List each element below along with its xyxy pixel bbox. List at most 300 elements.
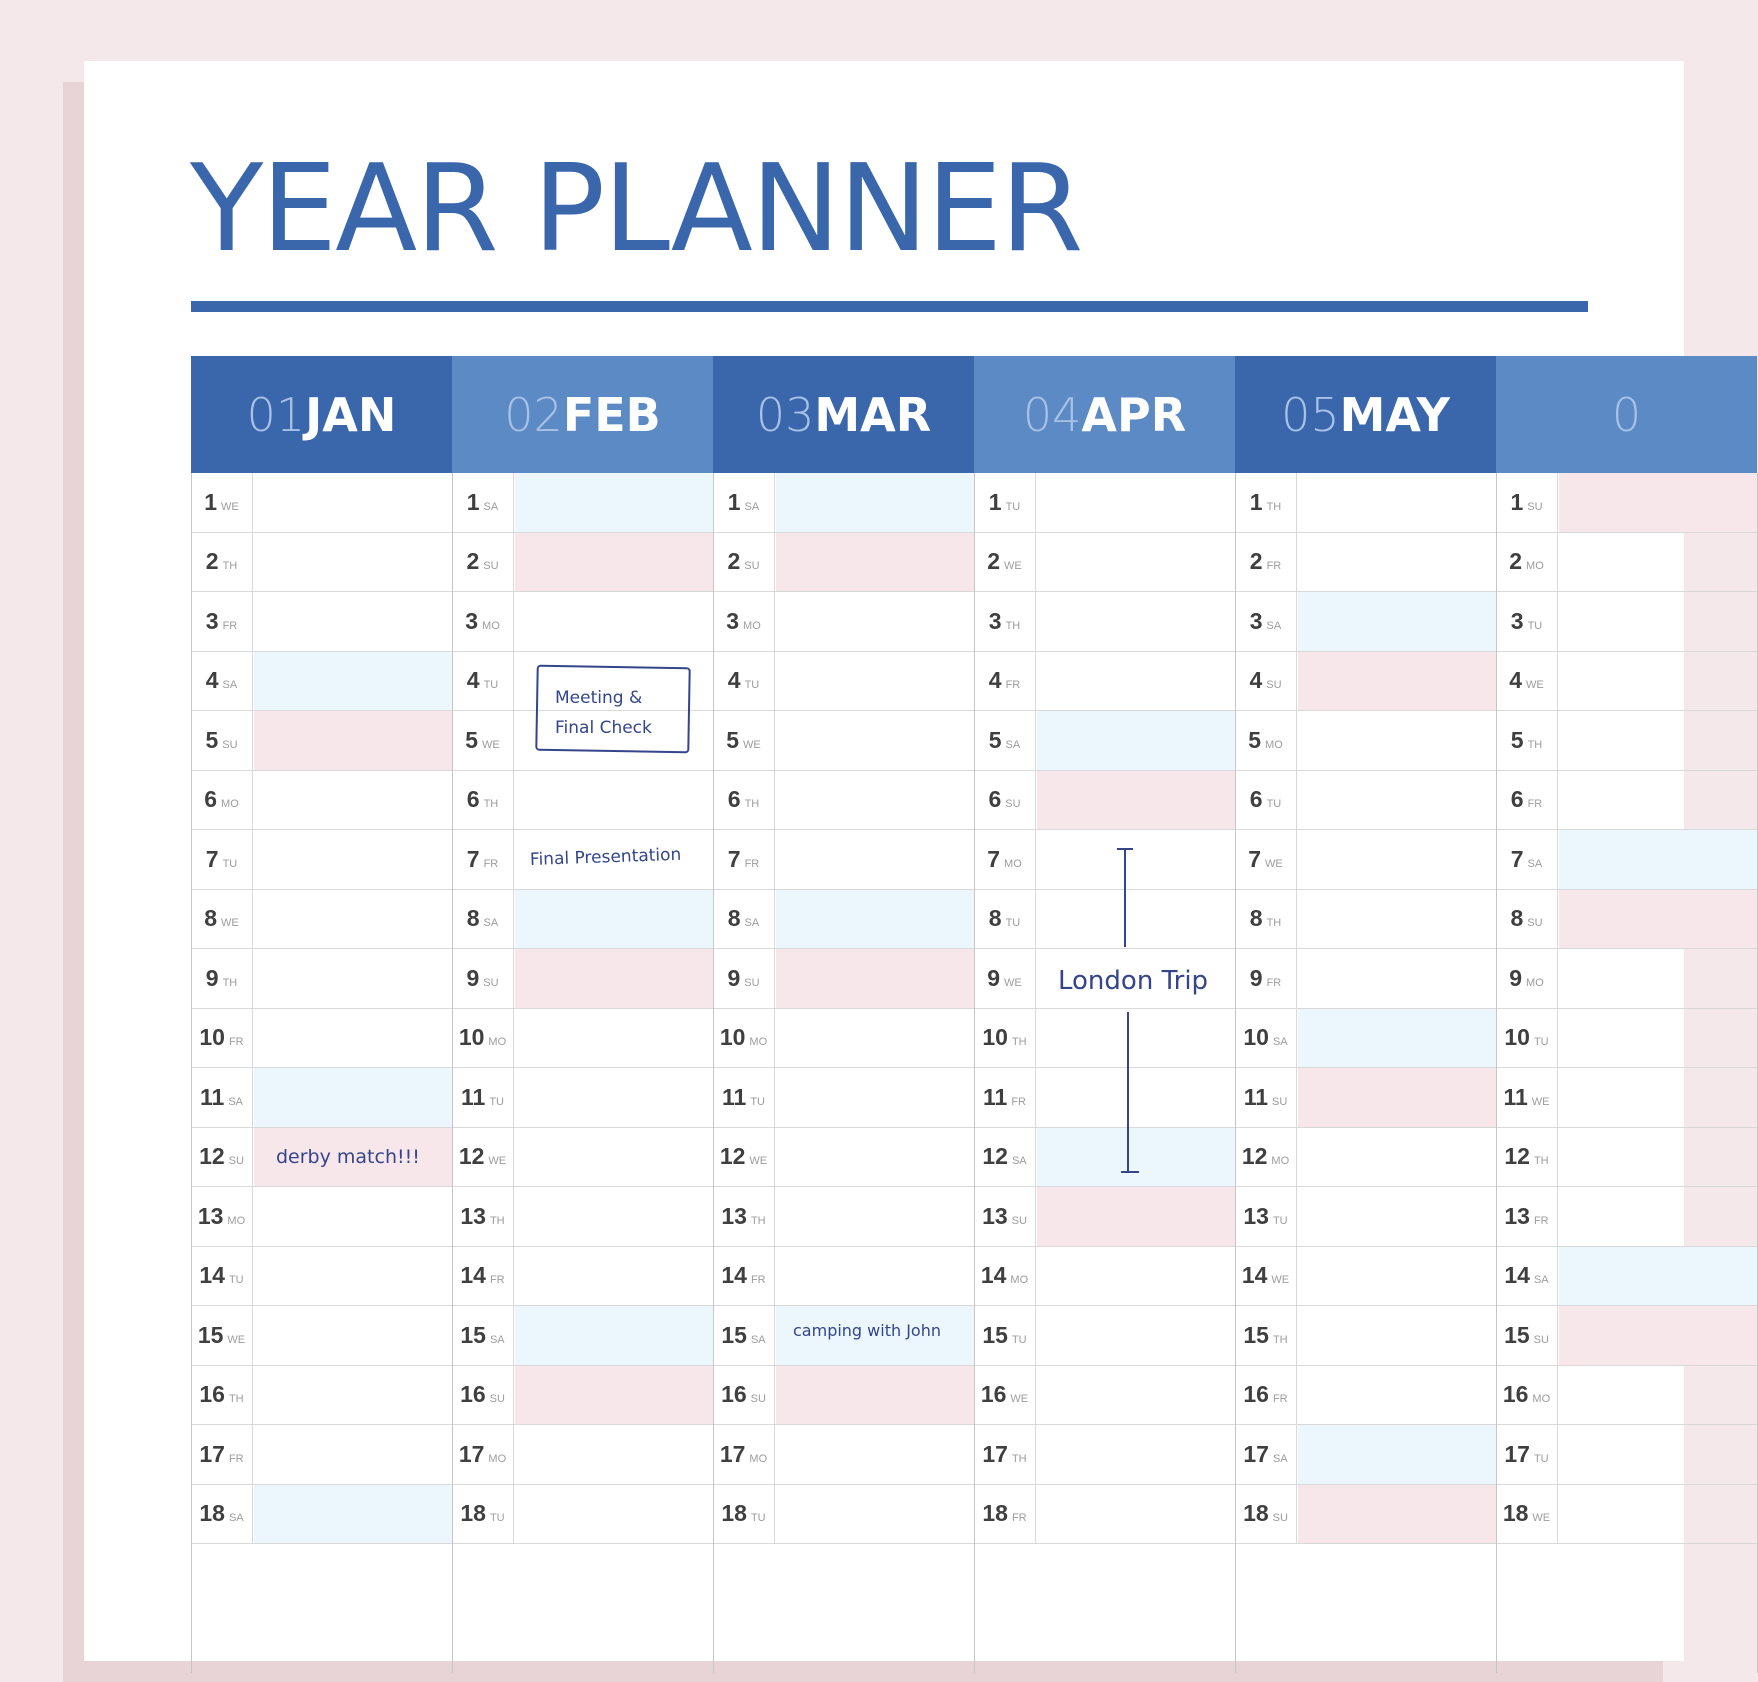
day-row <box>1235 652 1496 712</box>
day-number: 8 <box>1510 905 1524 932</box>
day-number: 12 <box>982 1143 1008 1170</box>
day-row <box>1496 1485 1757 1545</box>
day-number: 16 <box>721 1381 747 1408</box>
day-cell[interactable] <box>1559 1425 1757 1484</box>
day-label <box>713 1485 775 1544</box>
day-label <box>191 1425 253 1484</box>
day-cell[interactable] <box>1559 1068 1757 1127</box>
day-row <box>452 1366 713 1426</box>
day-row <box>452 1306 713 1366</box>
day-number: 5 <box>1248 726 1262 753</box>
day-label <box>1496 1187 1558 1246</box>
day-number: 8 <box>204 905 218 932</box>
page-title: YEAR PLANNER <box>190 140 1082 279</box>
weekday-abbrev: FR <box>222 619 238 632</box>
day-row <box>452 1009 713 1069</box>
day-cell[interactable] <box>254 711 452 770</box>
day-cell[interactable] <box>776 533 974 592</box>
day-number: 1 <box>466 488 480 515</box>
day-cell[interactable] <box>776 592 974 651</box>
day-label <box>1496 533 1558 592</box>
weekday-abbrev: TU <box>228 1274 244 1287</box>
day-row <box>713 771 974 831</box>
day-cell[interactable] <box>1037 711 1235 770</box>
day-row <box>452 592 713 652</box>
day-label <box>974 1306 1036 1365</box>
day-cell[interactable] <box>1559 830 1757 889</box>
day-row <box>191 533 452 593</box>
day-cell[interactable] <box>515 1306 713 1365</box>
day-label <box>1235 1009 1297 1068</box>
day-cell[interactable] <box>1037 1068 1235 1127</box>
weekday-abbrev: TH <box>1266 500 1282 513</box>
day-label <box>191 652 253 711</box>
weekday-abbrev: MO <box>1004 857 1022 870</box>
weekday-abbrev: SU <box>1272 1512 1288 1525</box>
day-cell[interactable] <box>1037 830 1235 889</box>
weekday-abbrev: TH <box>483 798 499 811</box>
weekday-abbrev: FR <box>744 857 760 870</box>
day-cell[interactable] <box>1037 1187 1235 1246</box>
day-cell[interactable] <box>254 652 452 711</box>
weekday-abbrev: TU <box>1533 1452 1549 1465</box>
day-cell[interactable] <box>1559 949 1757 1008</box>
day-label <box>1496 592 1558 651</box>
weekday-abbrev: MO <box>1271 1155 1290 1168</box>
month-header <box>1235 356 1496 473</box>
day-cell[interactable] <box>776 1187 974 1246</box>
day-cell[interactable] <box>1037 652 1235 711</box>
day-cell[interactable] <box>1559 771 1757 830</box>
day-cell[interactable] <box>776 473 974 532</box>
day-label <box>191 1485 253 1544</box>
weekday-abbrev: SU <box>1527 500 1543 513</box>
column-divider <box>1235 473 1236 1673</box>
day-row <box>191 711 452 771</box>
day-number: 9 <box>466 964 480 991</box>
column-divider <box>713 473 714 1673</box>
day-cell[interactable] <box>254 1247 452 1306</box>
day-row <box>974 771 1235 831</box>
day-cell[interactable] <box>515 533 713 592</box>
note-final-presentation: Final Presentation <box>529 844 682 870</box>
day-cell[interactable] <box>1298 1009 1496 1068</box>
day-number: 10 <box>1243 1024 1269 1051</box>
day-number: 4 <box>1249 667 1263 694</box>
weekday-abbrev: MO <box>221 798 239 811</box>
day-cell[interactable] <box>776 1128 974 1187</box>
day-cell[interactable] <box>1298 473 1496 532</box>
day-label <box>1235 830 1297 889</box>
weekday-abbrev: SA <box>228 1095 243 1108</box>
day-label <box>1235 949 1297 1008</box>
day-cell[interactable] <box>1037 473 1235 532</box>
day-cell[interactable] <box>515 1485 713 1544</box>
day-cell[interactable] <box>776 771 974 830</box>
day-row <box>191 1425 452 1485</box>
day-label <box>713 1247 775 1306</box>
day-cell[interactable] <box>1298 1068 1496 1127</box>
day-cell[interactable] <box>254 771 452 830</box>
day-number: 14 <box>1504 1262 1530 1289</box>
day-cell[interactable] <box>1559 1009 1757 1068</box>
day-cell[interactable] <box>1559 592 1757 651</box>
day-label <box>1235 890 1297 949</box>
day-cell[interactable] <box>254 1187 452 1246</box>
day-row <box>713 1485 974 1545</box>
day-cell[interactable] <box>1559 533 1757 592</box>
day-row <box>974 592 1235 652</box>
weekday-abbrev: WE <box>482 738 500 751</box>
day-cell[interactable] <box>776 830 974 889</box>
day-row <box>452 1128 713 1188</box>
day-cell[interactable] <box>1559 1247 1757 1306</box>
day-cell[interactable] <box>1298 1485 1496 1544</box>
day-number: 1 <box>727 488 741 515</box>
weekday-abbrev: TH <box>1011 1036 1027 1049</box>
day-number: 18 <box>199 1500 225 1527</box>
day-label <box>452 1485 514 1544</box>
day-row <box>713 473 974 533</box>
calendar-grid <box>191 356 1642 1588</box>
day-label <box>191 771 253 830</box>
day-number: 3 <box>465 607 479 634</box>
title-underline <box>191 301 1588 312</box>
day-cell[interactable] <box>254 1366 452 1425</box>
day-row <box>1235 473 1496 533</box>
day-cell[interactable] <box>1037 592 1235 651</box>
day-cell[interactable] <box>515 592 713 651</box>
day-cell[interactable] <box>1037 1306 1235 1365</box>
day-number: 6 <box>466 786 480 813</box>
day-label <box>1235 592 1297 651</box>
day-cell[interactable] <box>1298 711 1496 770</box>
day-label <box>1496 771 1558 830</box>
day-cell[interactable] <box>776 1485 974 1544</box>
day-number: 2 <box>1249 548 1263 575</box>
day-number: 1 <box>988 488 1002 515</box>
day-label <box>452 1425 514 1484</box>
column-divider <box>452 473 453 1673</box>
day-number: 2 <box>727 548 741 575</box>
day-number: 16 <box>1243 1381 1269 1408</box>
day-cell[interactable] <box>1037 1247 1235 1306</box>
day-row <box>974 1128 1235 1188</box>
day-cell[interactable] <box>1298 533 1496 592</box>
day-number: 15 <box>982 1321 1008 1348</box>
day-row <box>713 1068 974 1128</box>
day-cell[interactable] <box>254 1068 452 1127</box>
weekday-abbrev: FR <box>1533 1214 1549 1227</box>
day-cell[interactable] <box>1298 830 1496 889</box>
weekday-abbrev: SU <box>483 560 499 573</box>
weekday-abbrev: SA <box>483 500 499 513</box>
month-number: 04 <box>1022 387 1082 442</box>
day-label <box>713 1009 775 1068</box>
day-row <box>974 652 1235 712</box>
day-label <box>1496 890 1558 949</box>
day-cell[interactable] <box>515 890 713 949</box>
day-cell[interactable] <box>1559 1128 1757 1187</box>
trip-bracket-bottom-cap <box>1121 1171 1139 1173</box>
day-cell[interactable] <box>1298 652 1496 711</box>
weekday-abbrev: WE <box>221 917 239 930</box>
day-cell[interactable] <box>254 949 452 1008</box>
day-number: 13 <box>721 1202 747 1229</box>
column-divider <box>974 473 975 1673</box>
day-number: 11 <box>722 1083 747 1110</box>
day-cell[interactable] <box>254 1485 452 1544</box>
weekday-abbrev: TU <box>750 1095 765 1108</box>
weekday-abbrev: FR <box>228 1036 244 1049</box>
day-cell[interactable] <box>1559 652 1757 711</box>
weekday-abbrev: FR <box>1272 1393 1288 1406</box>
day-number: 4 <box>988 667 1002 694</box>
weekday-abbrev: WE <box>743 738 761 751</box>
day-cell[interactable] <box>254 1425 452 1484</box>
day-cell[interactable] <box>515 949 713 1008</box>
day-cell[interactable] <box>1559 1485 1757 1544</box>
day-cell[interactable] <box>1037 1009 1235 1068</box>
day-row <box>974 1247 1235 1307</box>
month-header <box>1496 356 1757 473</box>
day-label <box>1235 771 1297 830</box>
day-row <box>191 1306 452 1366</box>
weekday-abbrev: SU <box>1527 917 1543 930</box>
day-label <box>191 1366 253 1425</box>
day-cell[interactable] <box>254 1009 452 1068</box>
weekday-abbrev: SA <box>1533 1274 1549 1287</box>
weekday-abbrev: WE <box>1271 1274 1290 1287</box>
day-label <box>191 949 253 1008</box>
day-row <box>1235 830 1496 890</box>
weekday-abbrev: SA <box>483 917 499 930</box>
weekday-abbrev: TH <box>750 1214 766 1227</box>
month-name: APR <box>1081 387 1187 442</box>
day-cell[interactable] <box>1298 1187 1496 1246</box>
day-cell[interactable] <box>254 1306 452 1365</box>
day-number: 18 <box>460 1500 486 1527</box>
day-cell[interactable] <box>515 1009 713 1068</box>
trip-bracket-lower-line <box>1127 1012 1129 1172</box>
day-row <box>713 1247 974 1307</box>
weekday-abbrev: SA <box>1527 857 1543 870</box>
month-header <box>974 356 1235 473</box>
day-row <box>974 1485 1235 1545</box>
day-row <box>713 533 974 593</box>
day-cell[interactable] <box>776 711 974 770</box>
day-row <box>1496 711 1757 771</box>
day-row <box>1496 592 1757 652</box>
weekday-abbrev: MO <box>1532 1393 1551 1406</box>
day-cell[interactable] <box>1298 1128 1496 1187</box>
day-cell[interactable] <box>776 1425 974 1484</box>
day-number: 10 <box>982 1024 1008 1051</box>
weekday-abbrev: TH <box>1266 917 1282 930</box>
day-cell[interactable] <box>1298 1366 1496 1425</box>
day-row <box>974 1187 1235 1247</box>
day-label <box>452 1306 514 1365</box>
day-cell[interactable] <box>1037 1366 1235 1425</box>
day-row <box>1235 1485 1496 1545</box>
weekday-abbrev: TU <box>489 1512 505 1525</box>
day-row <box>974 1009 1235 1069</box>
weekday-abbrev: TH <box>1533 1155 1549 1168</box>
weekday-abbrev: TH <box>489 1214 505 1227</box>
day-cell[interactable] <box>1559 1306 1757 1365</box>
day-cell[interactable] <box>1037 771 1235 830</box>
day-number: 14 <box>721 1262 747 1289</box>
day-cell[interactable] <box>515 771 713 830</box>
day-cell[interactable] <box>1298 1247 1496 1306</box>
weekday-abbrev: TH <box>1005 619 1021 632</box>
day-number: 11 <box>199 1083 225 1110</box>
day-row <box>191 1009 452 1069</box>
day-cell[interactable] <box>1298 890 1496 949</box>
day-label <box>452 771 514 830</box>
day-cell[interactable] <box>1298 949 1496 1008</box>
day-row <box>974 1068 1235 1128</box>
day-number: 6 <box>1510 786 1524 813</box>
weekday-abbrev: SA <box>1266 619 1282 632</box>
note-meeting-line2: Final Check <box>555 718 652 738</box>
day-row <box>974 533 1235 593</box>
day-cell[interactable] <box>515 1366 713 1425</box>
day-row <box>713 711 974 771</box>
day-cell[interactable] <box>1559 1187 1757 1246</box>
day-number: 15 <box>197 1321 224 1348</box>
day-number: 9 <box>987 964 1001 991</box>
day-cell[interactable] <box>515 473 713 532</box>
weekday-abbrev: MO <box>1265 738 1283 751</box>
day-cell[interactable] <box>515 1128 713 1187</box>
day-number: 11 <box>1503 1083 1528 1110</box>
day-label <box>191 533 253 592</box>
day-cell[interactable] <box>1559 890 1757 949</box>
day-cell[interactable] <box>1298 1306 1496 1365</box>
day-row <box>191 949 452 1009</box>
day-cell[interactable] <box>1298 592 1496 651</box>
weekday-abbrev: FR <box>750 1274 766 1287</box>
day-cell[interactable] <box>1559 1366 1757 1425</box>
weekday-abbrev: SU <box>1272 1095 1288 1108</box>
day-cell[interactable] <box>515 1187 713 1246</box>
day-cell[interactable] <box>254 830 452 889</box>
weekday-abbrev: WE <box>1004 560 1022 573</box>
day-cell[interactable] <box>254 533 452 592</box>
day-number: 16 <box>460 1381 486 1408</box>
weekday-abbrev: TU <box>489 1095 504 1108</box>
day-cell[interactable] <box>1037 1425 1235 1484</box>
day-number: 13 <box>460 1202 486 1229</box>
day-label <box>713 890 775 949</box>
day-label <box>974 1009 1036 1068</box>
weekday-abbrev: TU <box>1266 798 1282 811</box>
day-label <box>191 1247 253 1306</box>
day-cell[interactable] <box>1298 771 1496 830</box>
day-cell[interactable] <box>1037 1485 1235 1544</box>
day-row <box>1496 1366 1757 1426</box>
day-cell[interactable] <box>776 1009 974 1068</box>
day-number: 1 <box>204 488 218 515</box>
day-cell[interactable] <box>1298 1425 1496 1484</box>
day-cell[interactable] <box>515 1425 713 1484</box>
day-label <box>1496 1247 1558 1306</box>
day-cell[interactable] <box>1037 1128 1235 1187</box>
day-label <box>452 830 514 889</box>
day-row <box>452 1247 713 1307</box>
day-label <box>1235 1425 1297 1484</box>
day-cell[interactable] <box>776 1366 974 1425</box>
day-number: 14 <box>980 1262 1007 1289</box>
day-number: 3 <box>1510 607 1524 634</box>
day-cell[interactable] <box>1037 890 1235 949</box>
day-number: 12 <box>1504 1143 1530 1170</box>
day-cell[interactable] <box>254 890 452 949</box>
weekday-abbrev: SU <box>750 1393 766 1406</box>
day-cell[interactable] <box>776 1247 974 1306</box>
month-number: 02 <box>504 387 563 442</box>
weekday-abbrev: FR <box>1266 976 1282 989</box>
day-row <box>191 652 452 712</box>
weekday-abbrev: SU <box>744 560 760 573</box>
day-row <box>713 949 974 1009</box>
day-cell[interactable] <box>1559 473 1757 532</box>
day-number: 7 <box>987 845 1001 872</box>
day-cell[interactable] <box>254 473 452 532</box>
day-label <box>974 890 1036 949</box>
day-cell[interactable] <box>1559 711 1757 770</box>
day-row <box>713 1187 974 1247</box>
day-number: 4 <box>205 667 219 694</box>
day-cell[interactable] <box>776 652 974 711</box>
weekday-abbrev: SU <box>489 1393 505 1406</box>
day-number: 2 <box>1509 548 1523 575</box>
day-cell[interactable] <box>1037 533 1235 592</box>
day-row <box>1496 949 1757 1009</box>
day-cell[interactable] <box>776 890 974 949</box>
day-label <box>1496 1425 1558 1484</box>
day-label <box>1235 1366 1297 1425</box>
day-label <box>713 533 775 592</box>
day-label <box>191 1306 253 1365</box>
weekday-abbrev: SU <box>1266 679 1282 692</box>
day-row <box>713 1366 974 1426</box>
day-cell[interactable] <box>776 949 974 1008</box>
day-row <box>1496 890 1757 950</box>
day-label <box>1496 1009 1558 1068</box>
day-label <box>1235 1068 1297 1127</box>
day-cell[interactable] <box>515 1247 713 1306</box>
weekday-abbrev: MO <box>749 1036 768 1049</box>
day-cell[interactable] <box>254 592 452 651</box>
day-number: 6 <box>204 786 218 813</box>
day-cell[interactable] <box>776 1068 974 1127</box>
day-label <box>974 533 1036 592</box>
day-cell[interactable] <box>515 1068 713 1127</box>
day-label <box>713 1068 775 1127</box>
day-row <box>452 949 713 1009</box>
weekday-abbrev: SA <box>744 500 760 513</box>
weekday-abbrev: TH <box>1011 1452 1027 1465</box>
day-row <box>1496 1247 1757 1307</box>
weekday-abbrev: WE <box>488 1155 507 1168</box>
day-row <box>1235 1425 1496 1485</box>
weekday-abbrev: TH <box>222 560 238 573</box>
day-row <box>1235 711 1496 771</box>
month-name: JAN <box>305 387 397 442</box>
day-row <box>1496 652 1757 712</box>
